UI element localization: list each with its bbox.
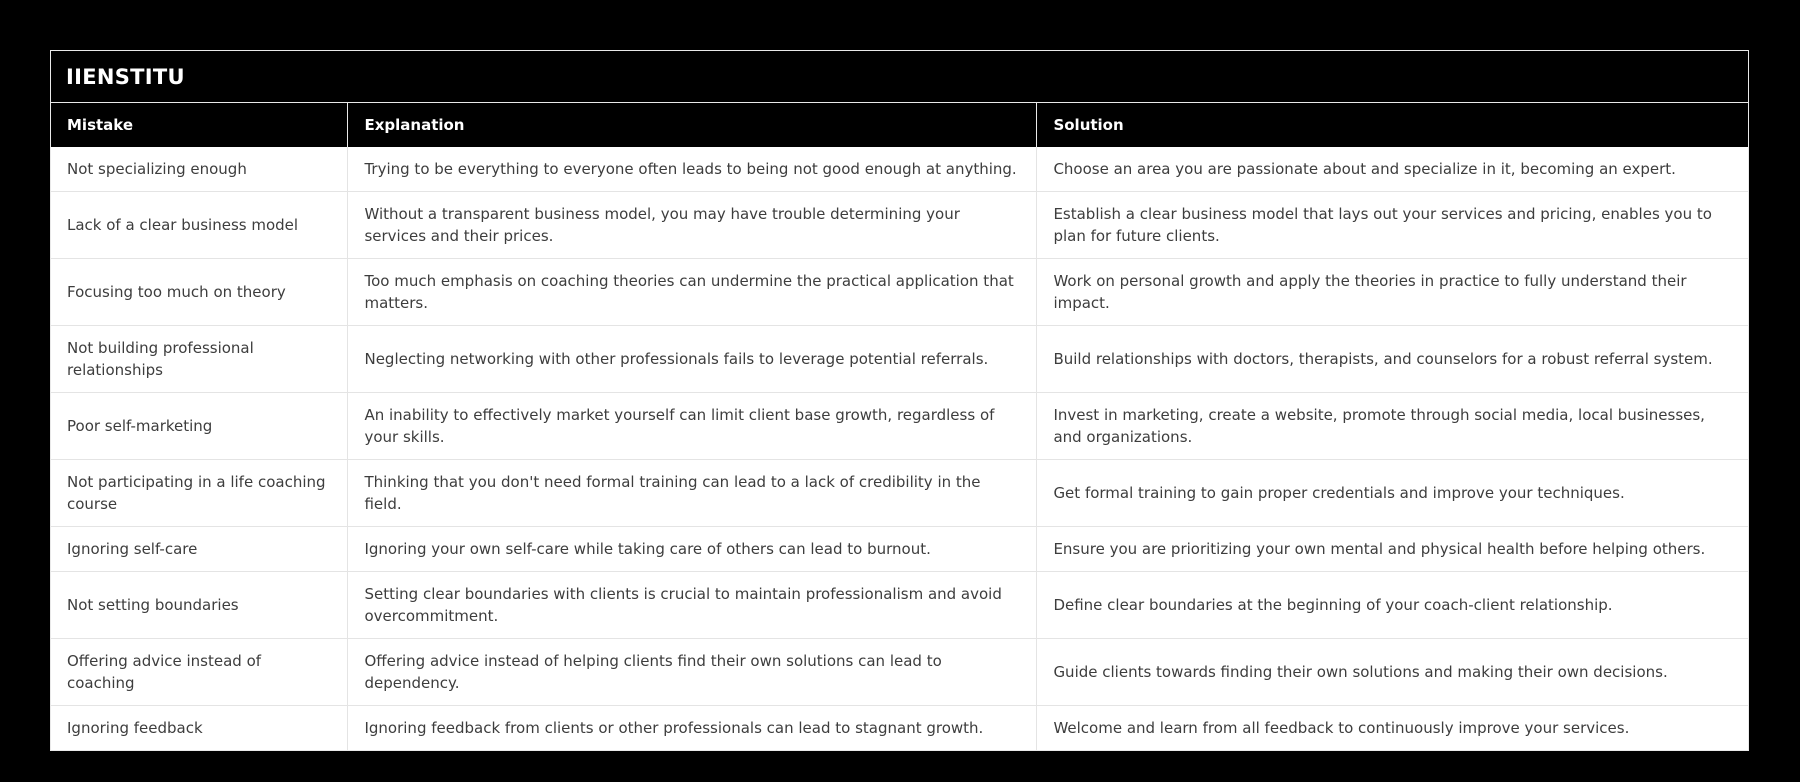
mistake-cell: Focusing too much on theory	[51, 259, 348, 326]
table-row	[51, 192, 1748, 259]
explanation-cell: An inability to effectively market yourself can limit client base growth, regardless of your skills.	[348, 393, 1037, 460]
table-body	[51, 147, 1748, 750]
explanation-cell: Thinking that you don't need formal training can lead to a lack of credibility in the field.	[348, 460, 1037, 527]
header-row	[51, 103, 1748, 147]
mistake-cell: Ignoring feedback	[51, 706, 348, 751]
column-header-solution: Solution	[1037, 103, 1748, 147]
column-header-explanation: Explanation	[348, 103, 1037, 147]
table-row	[51, 572, 1748, 639]
table-row	[51, 393, 1748, 460]
mistake-cell: Not participating in a life coaching course	[51, 460, 348, 527]
solution-cell: Welcome and learn from all feedback to continuously improve your services.	[1037, 706, 1748, 751]
solution-cell: Work on personal growth and apply the theories in practice to fully understand their impact.	[1037, 259, 1748, 326]
explanation-cell: Neglecting networking with other professionals fails to leverage potential referrals.	[348, 326, 1037, 393]
mistake-cell: Ignoring self-care	[51, 527, 348, 572]
solution-cell: Define clear boundaries at the beginning of your coach-client relationship.	[1037, 572, 1748, 639]
table-row	[51, 326, 1748, 393]
mistake-cell: Not setting boundaries	[51, 572, 348, 639]
mistake-cell: Offering advice instead of coaching	[51, 639, 348, 706]
solution-cell: Guide clients towards finding their own solutions and making their own decisions.	[1037, 639, 1748, 706]
mistakes-table	[51, 103, 1748, 750]
explanation-cell: Ignoring your own self-care while taking care of others can lead to burnout.	[348, 527, 1037, 572]
solution-cell: Build relationships with doctors, therapists, and counselors for a robust referral system.	[1037, 326, 1748, 393]
mistake-cell: Not building professional relationships	[51, 326, 348, 393]
table-row	[51, 639, 1748, 706]
table-row	[51, 527, 1748, 572]
explanation-cell: Ignoring feedback from clients or other professionals can lead to stagnant growth.	[348, 706, 1037, 751]
explanation-cell: Too much emphasis on coaching theories can undermine the practical application that matters.	[348, 259, 1037, 326]
brand-table-card	[50, 50, 1749, 751]
table-row	[51, 259, 1748, 326]
table-row	[51, 460, 1748, 527]
explanation-cell: Trying to be everything to everyone often leads to being not good enough at anything.	[348, 147, 1037, 192]
table-row	[51, 147, 1748, 192]
explanation-cell: Offering advice instead of helping clients find their own solutions can lead to dependency.	[348, 639, 1037, 706]
solution-cell: Invest in marketing, create a website, promote through social media, local businesses, and organizations.	[1037, 393, 1748, 460]
mistake-cell: Lack of a clear business model	[51, 192, 348, 259]
brand-title: IIENSTITU	[51, 51, 1748, 103]
mistake-cell: Not specializing enough	[67, 160, 247, 178]
mistake-cell: Poor self-marketing	[51, 393, 348, 460]
table-header	[51, 103, 1748, 147]
solution-cell: Establish a clear business model that lays out your services and pricing, enables you to plan for future clients.	[1037, 192, 1748, 259]
solution-cell: Get formal training to gain proper credentials and improve your techniques.	[1037, 460, 1748, 527]
explanation-cell: Without a transparent business model, you may have trouble determining your services and their prices.	[348, 192, 1037, 259]
table-row	[51, 706, 1748, 751]
column-header-mistake: Mistake	[51, 103, 348, 147]
explanation-cell: Setting clear boundaries with clients is crucial to maintain professionalism and avoid overcommitment.	[348, 572, 1037, 639]
solution-cell: Ensure you are prioritizing your own mental and physical health before helping others.	[1037, 527, 1748, 572]
solution-cell: Choose an area you are passionate about and specialize in it, becoming an expert.	[1037, 147, 1748, 192]
